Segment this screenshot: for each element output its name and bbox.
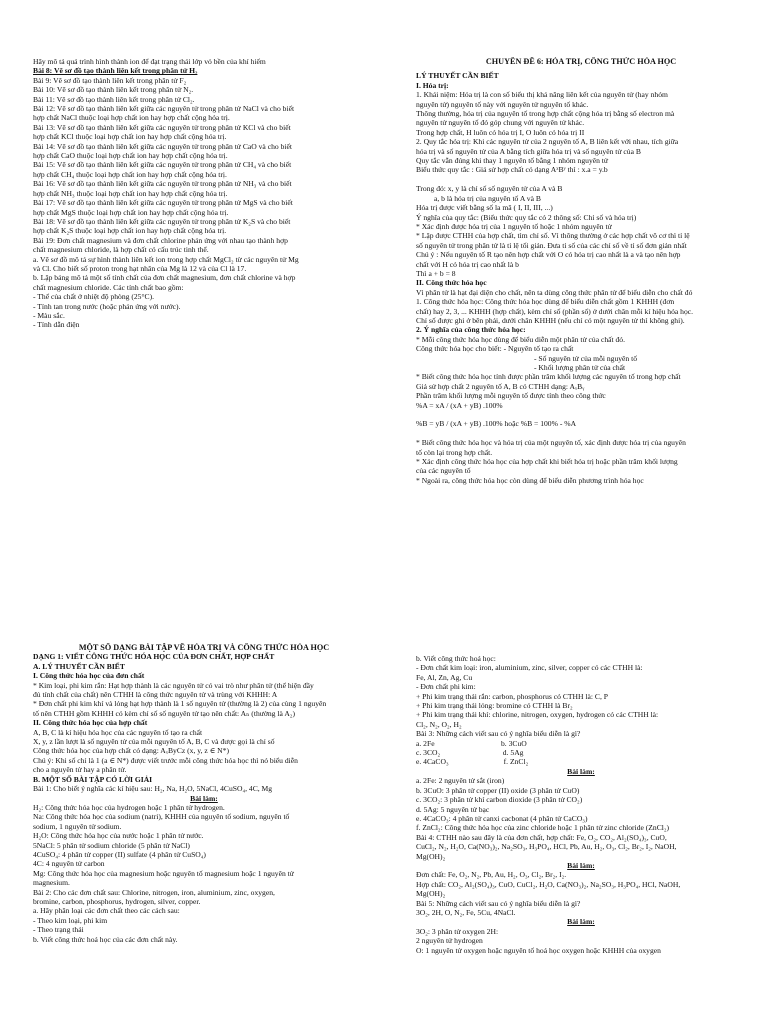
exercise-12-cont: hợp chất NaCl thuộc loại hợp chất ion hay hợp chất cộng hóa trị. [33,113,230,123]
text-line: cho a nguyên tử hay a phân tử. [33,765,127,775]
text-line: Hợp chất: CO₂, Al₂(SO₄)₃, CuO, CuCl₂, H₂O, Ca(NO₃)₂, Na₂SO₃, H₃PO₄, HCl, NaOH, [416,879,681,889]
text-line: Công thức hóa học cho biết: - Nguyên tố tạo ra chất [416,344,574,354]
section-heading: A. LÝ THUYẾT CẦN BIẾT [33,661,125,671]
top-left-exercises [33,57,375,377]
exercise-18: Bài 18: Vẽ sơ đồ tạo thành liên kết giữa các nguyên tử trong phân tử K₂S và cho biết [33,216,291,226]
property-item: - Thể của chất ở nhiệt độ phòng (25°C). [33,292,154,302]
text-line: Na: Công thức hóa học của sodium (natri), KHHH của nguyên tố sodium, nguyên tố [33,812,290,822]
text-line: Công thức hóa học của hợp chất có dạng: AₓByCz (x, y, z ∈ N*) [33,746,229,756]
text-line: Fe, Al, Zn, Ag, Cu [416,672,473,682]
blank-line [416,410,746,419]
exercise-19-b: b. Lập bảng mô tả một số tính chất của đơn chất magnesium, đơn chất chlorine và hợp [33,273,296,283]
text-line: tố nên CTHH gồm KHHH có kèm chỉ số số nguyên tử tạo nên chất: Aₙ (thường là A₂) [33,708,295,718]
text-line: Thông thường, hóa trị của nguyên tố trong hợp chất cộng hóa trị bằng số electron mà [416,109,675,119]
text-line: O: 1 nguyên tử oxygen hoặc nguyên tố hoá học oxygen hoặc KHHH của oxygen [416,945,661,955]
text-line: + Phi kim trạng thái lỏng: bromine có CTHH là Br₂ [416,701,573,711]
solution-label: Bài làm: [190,793,218,803]
text-line: Hóa trị được viết bằng số la mã ( I, II, III, ...) [416,203,553,213]
exercise-17-cont: hợp chất MgS thuộc loại hợp chất ion hay hợp chất cộng hóa trị. [33,207,229,217]
rule-expression: Biểu thức quy tắc : Giả sử hợp chất có dạng AˣBʸ thì : x.a = y.b [416,165,608,175]
text-line: * Kim loại, phi kim rắn: Hạt hợp thành là các nguyên tử có vai trò như phân tử (thể hiện đầy [33,680,314,690]
exercise-15-cont: hợp chất CH₄ thuộc loại hợp chất ion hay hợp chất cộng hóa trị. [33,169,227,179]
text-line: magnesium. [33,878,70,888]
formula-percent-b: %B = yB / (xA + yB) .100% hoặc %B = 100% - %A [416,419,577,429]
formula-percent-a: %A = xA / (xA + yB) .100% [416,400,503,410]
solution-label: Bài làm: [567,917,595,927]
subsection-heading: I. Công thức hóa học của đơn chất [33,671,145,681]
section-heading: LÝ THUYẾT CẦN BIẾT [416,71,499,81]
text-line: Chỉ số được ghi ở bên phải, dưới chân KHHH (nếu chỉ có một nguyên tử thì không ghi). [416,315,685,325]
text-line: bromine, carbon, phosphorus, hydrogen, silver, copper. [33,896,201,906]
exercise-14-cont: hợp chất CaO thuộc loại hợp chất ion hay hợp chất cộng hóa trị. [33,151,228,161]
text-line: - Theo kim loại, phi kim [33,915,108,925]
exercise-8: Bài 8: Vẽ sơ đồ tạo thành liên kết trong phân tử H₂ [33,66,198,76]
section-title: MỘT SỐ DẠNG BÀI TẬP VỀ HÓA TRỊ VÀ CÔNG THỨC HÓA HỌC [78,643,330,652]
option-row: e. 4CaCO₃ f. ZnCl₂ [416,757,529,767]
property-item: - Tính dẫn điện [33,320,80,330]
text-line: số nguyên tử trong phân tử là tỉ lệ tối giản. Đưa tỉ số của các chỉ số về tỉ số đơn giản nhất [416,240,687,250]
text-line: - Theo trạng thái [33,925,84,935]
text-line: + Phi kim trạng thái khí: chlorine, nitrogen, oxygen, hydrogen có các CTHH là: [416,710,659,720]
text-line: * Mỗi công thức hóa học dùng để biểu diễn một phân tử của chất đó. [416,334,625,344]
bottom-right-solutions [416,654,746,1024]
subsection-heading: II. Công thức hóa học của hợp chất [33,718,148,728]
exercise-19-b-cont: chất magnesium chloride. Các tính chất bao gồm: [33,282,184,292]
text-line: Mg(OH)₂ [416,889,446,899]
exercise-2: Bài 2: Cho các đơn chất sau: Chlorine, nitrogen, iron, aluminium, zinc, oxygen, [33,887,275,897]
text-line: - Khối lượng phân tử của chất [534,363,626,372]
exercise-13: Bài 13: Vẽ sơ đồ tạo thành liên kết giữa các nguyên tử trong phân tử KCl và cho biết [33,122,291,132]
text-line: b. Viết công thức hoá học: [416,654,496,663]
text-line: e. 4CaCO₃: 4 phân tử canxi cacbonat (4 phân tử CaCO₃) [416,813,588,823]
text-line: tố còn lại trong hợp chất. [416,447,493,457]
text-line: Cl₂, N₂, O₂, H₂ [416,719,462,729]
text-line: CuCl₂, N₂, H₂O, Ca(NO₃)₂, Na₂SO₃, H₃PO₄, HCl, Pb, Au, H₂, O₃, Cl₂, Br₂, I₂, NaOH, [416,842,677,852]
exercise-19: Bài 19: Đơn chất magnesium và đơn chất chlorine phản ứng với nhau tạo thành hợp [33,235,288,245]
text-line: d. 5Ag: 5 nguyên tử bạc [416,804,490,814]
property-item: - Màu sắc. [33,310,65,320]
exercise-17: Bài 17: Vẽ sơ đồ tạo thành liên kết giữa các nguyên tử trong phân tử MgS và cho biết [33,198,293,208]
text-line: - Đơn chất phi kim: [416,682,476,692]
text-line: - Đơn chất kim loại: iron, aluminium, zinc, silver, copper có các CTHH là: [416,663,643,673]
exercise-19-cont: chất magnesium chloride, là hợp chất có cấu trúc tinh thể. [33,245,209,255]
text-line: f. ZnCl₂: Công thức hóa học của zinc chloride hoặc 1 phân tử zinc chloride (ZnCl₂) [416,823,670,833]
text-line: Quy tắc vẫn đúng khi thay 1 nguyên tố bằng 1 nhóm nguyên tử [416,156,609,166]
text-line: * Ngoài ra, công thức hóa học còn dùng để biểu diễn phương trình hóa học [416,475,644,485]
exercise-9: Bài 9: Vẽ sơ đồ tạo thành liên kết trong phân tử F₂ [33,75,187,85]
text-line: Mg: Công thức hóa học của magnesium hoặc nguyên tố magnesium hoặc 1 nguyên tử [33,868,294,878]
text-line: b. 3CuO: 3 phân tử copper (II) oxide (3 phân tử CuO) [416,785,580,795]
option-row: c. 3CO₂ d. 5Ag [416,748,524,758]
chapter-title: CHUYÊN ĐỀ 6: HÓA TRỊ, CÔNG THỨC HÓA HỌC [485,57,677,66]
text-line: - Số nguyên tử của mỗi nguyên tố [534,353,638,363]
exercise-12: Bài 12: Vẽ sơ đồ tạo thành liên kết giữa các nguyên tử trong phân tử NaCl và cho biết [33,104,295,114]
exercise-13-cont: hợp chất KCl thuộc loại hợp chất ion hay hợp chất cộng hóa trị. [33,132,227,142]
subsection-heading: 2. Ý nghĩa của công thức hóa học: [416,325,526,335]
exercise-16-cont: hợp chất NH₃ thuộc loại hợp chất ion hay hợp chất cộng hóa trị. [33,188,228,198]
text-line: sodium, 1 nguyên tử sodium. [33,821,122,831]
intro-line: Hãy mô tả quá trình hình thành ion để đạt trạng thái lớp vỏ bền của khí hiếm [33,57,266,66]
section-heading: DẠNG 1: VIẾT CÔNG THỨC HÓA HỌC CỦA ĐƠN CHẤT, HỢP CHẤT [33,652,275,662]
option-row: a. 2Fe b. 3CuO [416,738,527,748]
exercise-10: Bài 10: Vẽ sơ đồ tạo thành liên kết trong phân tử N₂. [33,85,194,95]
text-line: 3O₂: 3 phân tử oxygen 2H: [416,926,499,936]
text-line: 1. Công thức hóa học: Công thức hóa học dùng để biểu diễn chất gồm 1 KHHH (đơn [416,297,675,307]
blank-line [416,175,746,184]
text-line: 3O₂, 2H, O, N₂, Fe, 5Cu, 4NaCl. [416,907,516,917]
text-line: 5NaCl: 5 phân tử sodium chloride (5 phân tử NaCl) [33,840,190,850]
text-line: a. 2Fe: 2 nguyên tử sắt (iron) [416,776,505,786]
exercise-18-cont: hợp chất K₂S thuộc loại hợp chất ion hay hợp chất cộng hóa trị. [33,226,227,236]
text-line: đủ tính chất của chất) nên CTHH là công thức nguyên tử và trùng với KHHH: A [33,690,278,700]
text-line: * Đơn chất phi kim khí và lỏng hạt hợp thành là 1 số nguyên tử (thường là 2) của cùng 1 nguyên [33,699,327,709]
text-line: Trong hợp chất, H luôn có hóa trị I, O luôn có hóa trị II [416,127,585,137]
text-line: * Biết công thức hóa học và hóa trị của một nguyên tố, xác định được hóa trị của nguyên [416,438,686,448]
exercise-11: Bài 11: Vẽ sơ đồ tạo thành liên kết trong phân tử Cl₂. [33,94,195,104]
text-line: Mg(OH)₂ [416,851,446,861]
text-line: nguyên tử) nguyên tố này với nguyên tử nguyên tố khác. [416,99,589,109]
solution-label: Bài làm: [567,766,595,776]
subsection-heading: I. Hóa trị: [416,80,449,90]
text-line: Giả sử hợp chất 2 nguyên tố A, B có CTHH dạng: AₓBᵧ [416,381,585,391]
text-line: a, b là hóa trị của nguyên tố A và B [434,193,541,203]
exercise-1: Bài 1: Cho biết ý nghĩa các kí hiệu sau: H₂, Na, H₂O, 5NaCl, 4CuSO₄, 4C, Mg [33,784,273,794]
text-line: chất) hay 2, 3, ... KHHH (hợp chất), kèm chỉ số (phần số) ở dưới chân mỗi kí hiệu hóa học. [416,306,694,316]
note-line: Chú ý : Nếu nguyên tố R tạo nên hợp chất với O có hóa trị cao nhất là a và tạo nên hợp [416,250,681,260]
text-line: 2 nguyên tử hydrogen [416,936,483,946]
exercise-5: Bài 5: Những cách viết sau có ý nghĩa biểu diễn là gì? [416,898,581,908]
solution-label: Bài làm: [567,860,595,870]
text-line: * Xác định công thức hóa học của hợp chất khi biết hóa trị hoặc phần trăm khối lượng [416,457,678,467]
text-line: * Xác định được hóa trị của 1 nguyên tố hoặc 1 nhóm nguyên tử [416,221,612,231]
bottom-left-exercises [33,643,375,1024]
text-line: của các nguyên tố [416,466,471,476]
exercise-19-a: a. Vẽ sơ đồ mô tả sự hình thành liên kết ion trong hợp chất MgCl₂ từ các nguyên tử Mg [33,254,299,264]
text-line: Phần trăm khối lượng mỗi nguyên tố được tính theo công thức [416,391,606,401]
top-right-theory [416,57,746,617]
text-line: Chú ý: Khi số chỉ là 1 (a ∈ N*) được viết trước mỗi công thức hóa học thì nó biểu diễn [33,755,298,765]
text-line: H₂O: Công thức hóa học của nước hoặc 1 phân tử nước. [33,831,204,841]
text-line: X, y, z lần lượt là số nguyên tử của mỗi nguyên tố A, B, C và được gọi là chỉ số [33,737,275,747]
text-line: Trong đó: x, y là chỉ số số nguyên tử của A và B [416,184,563,194]
text-line: 1. Khái niệm: Hóa trị là con số biểu thị khả năng liên kết của nguyên tử (hay nhóm [416,90,668,100]
exercise-4: Bài 4: CTHH nào sau đây là của đơn chất, hợp chất: Fe, O₂, CO₂, Al₂(SO₄)₃, CuO, [416,832,667,842]
text-line: nguyên tử nguyên tố đó góp chung với nguyên tử khác. [416,118,585,128]
text-line: Ý nghĩa của quy tắc: (Biểu thức quy tắc có 2 thông số: Chỉ số và hóa trị) [416,212,637,222]
text-line: Đơn chất: Fe, O₂, N₂, Pb, Au, H₂, O₃, Cl₂, Br₂, I₂. [416,870,567,880]
property-item: - Tính tan trong nước (hoặc phản ứng với nước). [33,301,181,311]
exercise-3: Bài 3: Những cách viết sau có ý nghĩa biểu diễn là gì? [416,729,581,739]
text-line: hóa trị và số nguyên tử của A bằng tích giữa hóa trị và số nguyên tử của B [416,146,641,156]
text-line: A, B, C là kí hiệu hóa học của các nguyên tố tạo ra chất [33,727,203,737]
text-line: 4C: 4 nguyên tử carbon [33,859,105,869]
section-heading: B. MỘT SỐ BÀI TẬP CÓ LỜI GIẢI [33,774,153,784]
text-line: 2. Quy tắc hóa trị: Khi các nguyên tử của 2 nguyên tố A, B liên kết với nhau, tích giữa [416,137,679,147]
text-line: chất với H có hóa trị cao nhất là b [416,259,519,269]
text-line: Thì a + b = 8 [416,268,456,278]
exercise-14: Bài 14: Vẽ sơ đồ tạo thành liên kết giữa các nguyên tử trong phân tử CaO và cho biết [33,141,292,151]
text-line: * Lập được CTHH của hợp chất, tìm chỉ số. Vì thông thường ở các hợp chất vô cơ thì tỉ lệ [416,231,690,241]
text-line: c. 3CO₂: 3 phân tử khí carbon dioxide (3 phân tử CO₂) [416,795,583,805]
text-line: * Biết công thức hóa học tính được phần trăm khối lượng các nguyên tố trong hợp chất [416,372,681,382]
text-line: + Phi kim trạng thái rắn: carbon, phosphorus có CTHH là: C, P [416,691,608,701]
exercise-15: Bài 15: Vẽ sơ đồ tạo thành liên kết giữa các nguyên tử trong phân tử CH₄ và cho biết [33,160,292,170]
subsection-heading: II. Công thức hóa học [416,278,487,288]
blank-line [416,429,746,438]
text-line: b. Viết công thức hoá học của các đơn chất này. [33,934,178,944]
text-line: 4CuSO₄: 4 phân tử copper (II) sulfate (4 phân tử CuSO₄) [33,849,206,859]
text-line: H₂: Công thức hóa học của hydrogen hoặc 1 phân tử hydrogen. [33,802,225,812]
text-line: Vì phân tử là hạt đại diện cho chất, nên ta dùng công thức phân tử để biểu diễn cho chất đó [416,287,693,297]
text-line: a. Hãy phân loại các đơn chất theo các cách sau: [33,906,180,916]
exercise-16: Bài 16: Vẽ sơ đồ tạo thành liên kết giữa các nguyên tử trong phân tử NH₃ và cho biết [33,179,292,189]
exercise-19-a-cont: và Cl. Cho biết số proton trong hạt nhân của Mg là 12 và của Cl là 17. [33,263,247,273]
